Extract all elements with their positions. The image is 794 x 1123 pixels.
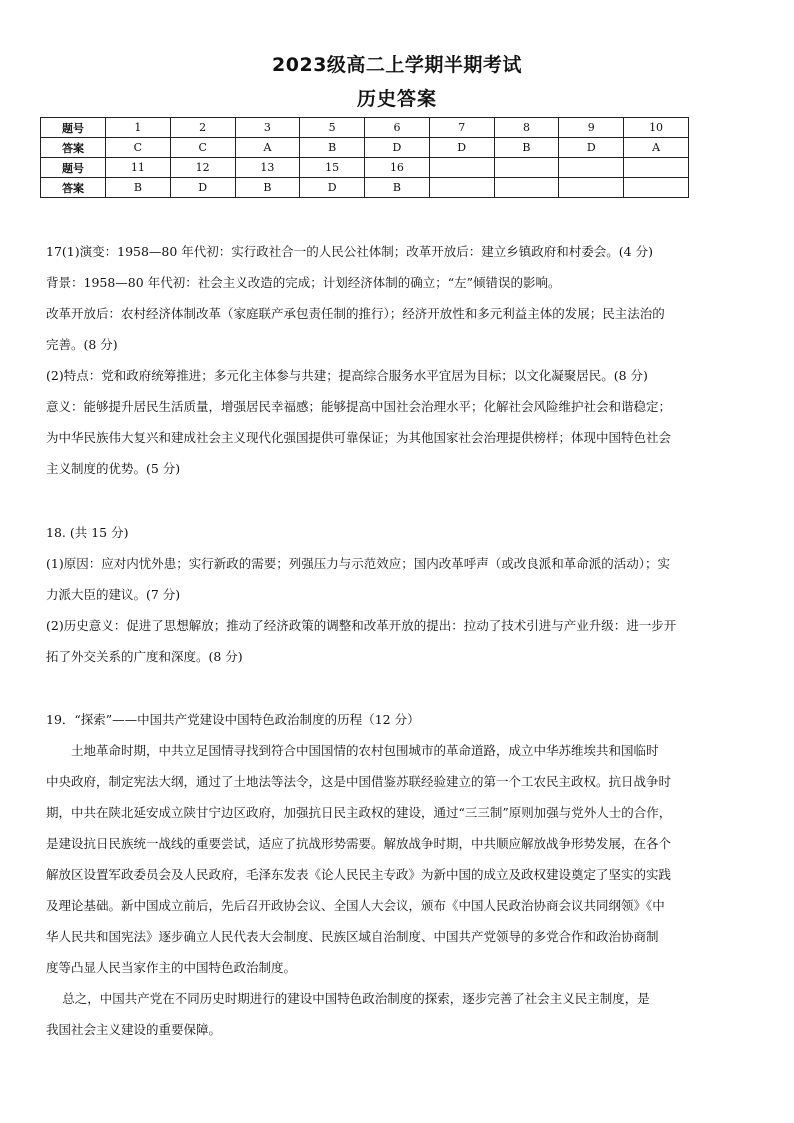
table-cell: 10 [624, 118, 689, 138]
table-cell [494, 158, 559, 178]
answer-line: 中央政府，制定宪法大纲，通过了土地法等法令，这是中国借鉴苏联经验建立的第一个工农民主政权。抗日战争时 [46, 774, 672, 789]
table-cell [494, 178, 559, 198]
table-row [41, 138, 689, 158]
table-cell: D [429, 138, 494, 158]
answer-line: (1)原因：应对内忧外患；实行新政的需要；列强压力与示范效应；国内改革呼声（或改良派和革命派的活动）；实 [46, 556, 670, 571]
answer-line: 18. (共 15 分) [46, 525, 129, 540]
answer-line: 主义制度的优势。(5 分) [46, 461, 181, 476]
table-cell: D [170, 178, 235, 198]
table-cell: 13 [235, 158, 300, 178]
answer-line: 背景：1958—80 年代初：社会主义改造的完成；计划经济体制的确立；“左”倾错误的影响。 [46, 275, 561, 290]
answer-line: 19．“探索”——中国共产党建设中国特色政治制度的历程（12 分） [46, 712, 420, 727]
answer-line: 17(1)演变：1958—80 年代初：实行政社合一的人民公社体制；改革开放后：建立乡镇政府和村委会。(4 分) [46, 244, 653, 259]
table-cell [429, 178, 494, 198]
answer-line: 总之，中国共产党在不同历史时期进行的建设中国特色政治制度的探索，逐步完善了社会主义民主制度，是 [62, 991, 650, 1006]
table-cell: B [106, 178, 171, 198]
table-cell: 6 [365, 118, 430, 138]
table-cell: B [235, 178, 300, 198]
row-label: 答案 [41, 178, 106, 198]
answer-line: 解放区设置军政委员会及人民政府，毛泽东发表《论人民民主专政》为新中国的成立及政权建设奠定了坚实的实践 [46, 867, 672, 882]
table-cell: D [559, 138, 624, 158]
answer-line: 是建设抗日民族统一战线的重要尝试，适应了抗战形势需要。解放战争时期，中共顺应解放战争形势发展，在各个 [46, 836, 672, 851]
table-cell: 5 [300, 118, 365, 138]
answer-table [40, 117, 689, 198]
table-row [41, 118, 689, 138]
exam-subtitle: 历史答案 [356, 88, 437, 110]
table-cell: 12 [170, 158, 235, 178]
table-cell: A [235, 138, 300, 158]
answer-line: 意义：能够提升居民生活质量，增强居民幸福感；能够提高中国社会治理水平；化解社会风险维护社会和谐稳定； [46, 399, 672, 414]
table-cell: D [365, 138, 430, 158]
exam-title: 2023级高二上学期半期考试 [272, 54, 522, 76]
table-cell: D [300, 178, 365, 198]
table-row [41, 158, 689, 178]
table-cell: 1 [106, 118, 171, 138]
table-cell: C [106, 138, 171, 158]
answer-line: 改革开放后：农村经济体制改革（家庭联产承包责任制的推行）；经济开放性和多元利益主体的发展；民主法治的 [46, 306, 665, 321]
table-cell: 11 [106, 158, 171, 178]
answer-line: 我国社会主义建设的重要保障。 [46, 1022, 222, 1037]
answer-line: 拓了外交关系的广度和深度。(8 分) [46, 649, 243, 664]
answer-line: 土地革命时期，中共立足国情寻找到符合中国国情的农村包围城市的革命道路，成立中华苏维埃共和国临时 [71, 743, 659, 758]
question-19-answer [46, 704, 758, 1045]
row-label: 题号 [41, 118, 106, 138]
answer-line: 度等凸显人民当家作主的中国特色政治制度。 [46, 960, 297, 975]
table-cell: B [365, 178, 430, 198]
answer-line: 及理论基础。新中国成立前后，先后召开政协会议、全国人大会议，颁布《中国人民政治协商会议共同纲领》《中 [46, 898, 665, 913]
table-cell: A [624, 138, 689, 158]
table-cell: 8 [494, 118, 559, 138]
table-cell [624, 158, 689, 178]
table-cell: 9 [559, 118, 624, 138]
table-cell: 7 [429, 118, 494, 138]
table-cell: 2 [170, 118, 235, 138]
table-cell [559, 178, 624, 198]
table-cell: 3 [235, 118, 300, 138]
row-label: 答案 [41, 138, 106, 158]
question-18-answer [46, 517, 758, 672]
table-cell: 15 [300, 158, 365, 178]
table-cell: C [170, 138, 235, 158]
row-label: 题号 [41, 158, 106, 178]
answer-line: 华人民共和国宪法》逐步确立人民代表大会制度、民族区域自治制度、中国共产党领导的多党合作和政治协商制 [46, 929, 659, 944]
answer-line: 完善。(8 分) [46, 337, 118, 352]
answer-line: 力派大臣的建议。(7 分) [46, 587, 181, 602]
table-cell: 16 [365, 158, 430, 178]
table-row [41, 178, 689, 198]
answer-line: 期，中共在陕北延安成立陕甘宁边区政府，加强抗日民主政权的建设，通过“三三制”原则加强与党外人士的合作， [46, 805, 672, 820]
table-cell [429, 158, 494, 178]
table-cell: B [494, 138, 559, 158]
table-cell [624, 178, 689, 198]
answer-line: (2)历史意义：促进了思想解放；推动了经济政策的调整和改革开放的提出：拉动了技术引进与产业升级：进一步开 [46, 618, 677, 633]
table-cell [559, 158, 624, 178]
answer-line: 为中华民族伟大复兴和建成社会主义现代化强国提供可靠保证；为其他国家社会治理提供榜样；体现中国特色社会 [46, 430, 672, 445]
answer-line: (2)特点：党和政府统筹推进；多元化主体参与共建；提高综合服务水平宜居为目标；以文化凝聚居民。(8 分) [46, 368, 648, 383]
table-cell: B [300, 138, 365, 158]
question-17-answer [46, 236, 758, 484]
